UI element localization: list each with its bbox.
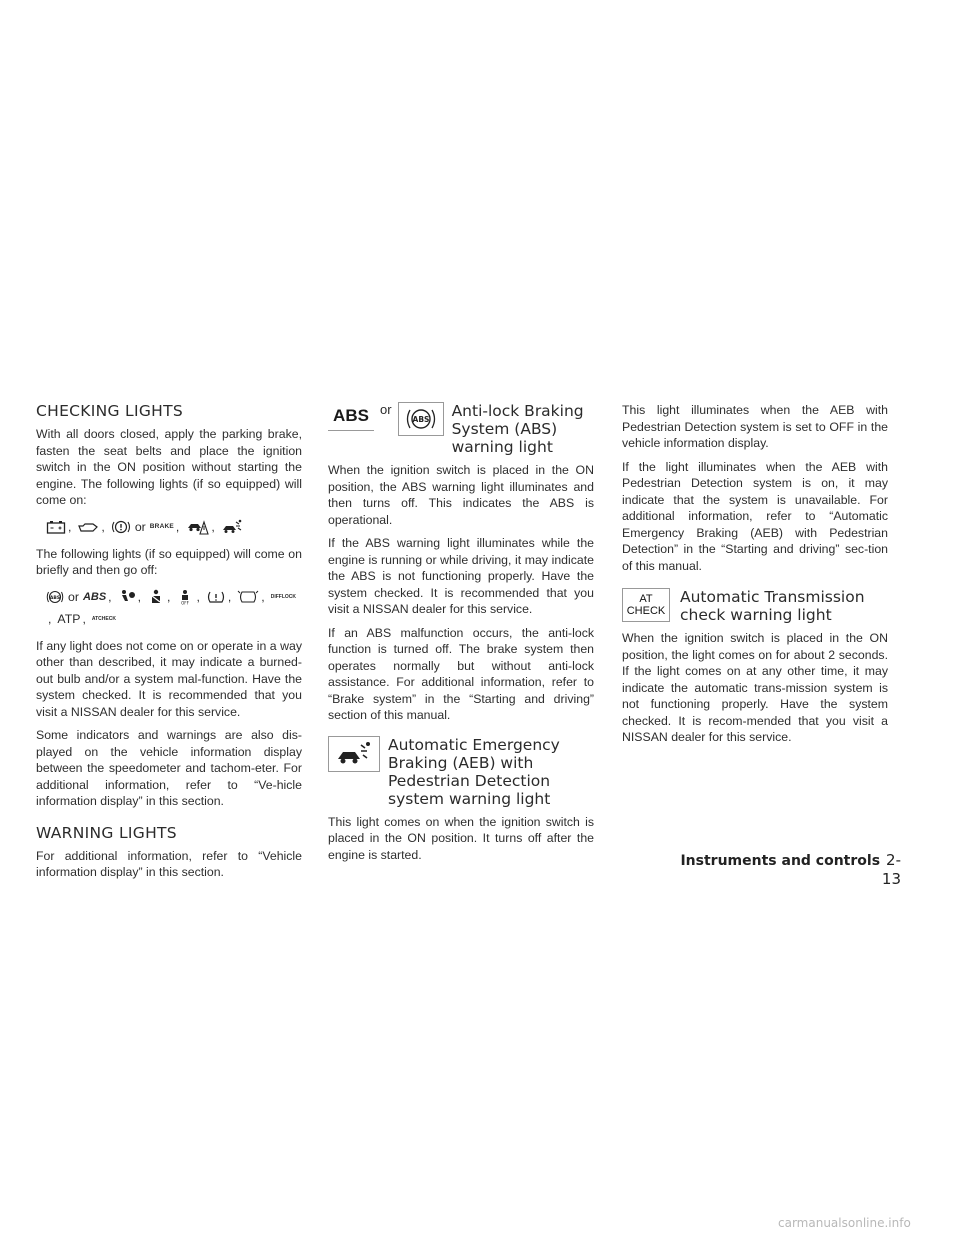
svg-text:ABS: ABS	[49, 595, 61, 601]
passenger-airbag-off-icon	[176, 588, 194, 606]
at-check-section-header	[622, 588, 888, 624]
battery-icon	[46, 518, 66, 536]
checking-lights-malfunction: If any light does not come on or operate in a way other than described, it may indicate a burned-out bulb and/or a system mal-function. Have the system checked. It is recommended that you visit a NISSAN dealer for this service.	[36, 638, 302, 719]
brake-warning-icon	[111, 518, 131, 536]
svg-text:OFF: OFF	[181, 600, 190, 605]
master-warning-icon	[237, 588, 259, 606]
abs-section-header	[328, 402, 594, 456]
column-left	[36, 402, 302, 888]
checking-lights-intro: With all doors closed, apply the parking brake, fasten the seat belts and place the ignition switch in the ON position without starting the engine. The following lights (if so equipped) will come on:	[36, 427, 302, 507]
at-check-section-title: Automatic Transmission check warning light	[680, 588, 865, 624]
aeb-warning-icon	[328, 736, 380, 772]
abs-paragraph-3: If an ABS malfunction occurs, the anti-lock function is turned off. The brake system then operates normally but without anti-lock assistance. For additional information, refer to “Brake system” in the “Starting and driving” section of this manual.	[328, 625, 594, 722]
abs-circle-icon	[46, 588, 64, 606]
svg-text:ABS: ABS	[412, 414, 430, 424]
aeb-paragraph-2: This light illuminates when the AEB with Pedestrian Detection system is set to OFF in the vehicle information display.	[622, 403, 888, 450]
aeb-paragraph-1: This light comes on when the ignition switch is placed in the ON position. It turns off after the engine is started.	[328, 814, 594, 862]
watermark: carmanualsonline.info	[778, 1216, 911, 1230]
lane-departure-icon	[185, 518, 209, 536]
abs-paragraph-1: When the ignition switch is placed in the ON position, the ABS warning light illuminates and then turns off. This indicates the ABS is operational.	[328, 463, 594, 527]
abs-section-title: Anti-lock Braking System (ABS) warning light	[451, 402, 584, 456]
abs-text-icon: ABS	[328, 402, 374, 431]
aeb-icon	[221, 518, 243, 536]
aeb-section-header	[328, 736, 594, 808]
diff-lock-icon: DIFF LOCK	[270, 593, 296, 600]
at-check-icon: AT CHECK	[91, 615, 116, 622]
column-middle	[328, 402, 594, 870]
or-text: or	[134, 519, 146, 534]
checking-lights-heading: CHECKING LIGHTS	[36, 402, 184, 420]
checking-lights-display: Some indicators and warnings are also dis-played on the vehicle information display between the speedometer and tachom-eter. For additional information, refer to “Ve-hicle information display” in this section.	[36, 728, 302, 808]
tire-pressure-icon	[206, 588, 226, 606]
aeb-paragraph-3: If the light illuminates when the AEB with Pedestrian Detection system is on, it may indicate that the system is unavailable. For additional information, refer to “Automatic Emergency Braking (AEB) with Pedestrian Detection” in the “Starting and driving” sec-tion of this manual.	[622, 459, 888, 573]
at-check-paragraph: When the ignition switch is placed in the ON position, the light comes on for about 2 seconds. If the light comes on at any other time, it may indicate the automatic trans-mission system is not functioning properly. Have the system checked. It is recom-mended that you visit a NISSAN dealer for this service.	[622, 631, 888, 744]
brake-label-icon: BRAKE	[149, 522, 174, 530]
oil-pressure-icon	[77, 518, 99, 536]
airbag-icon	[118, 588, 136, 606]
abs-paragraph-2: If the ABS warning light illuminates while the engine is running or while driving, it may indicate the ABS is not functioning properly. Have the system checked. It is recommended that you visit a NISSAN dealer for this service.	[328, 536, 594, 616]
page-number: 2-13	[881, 851, 901, 888]
at-check-warning-icon: AT CHECK	[622, 588, 670, 622]
atp-text: ATP	[57, 611, 81, 626]
checking-lights-brief: The following lights (if so equipped) will come on briefly and then go off:	[36, 546, 302, 577]
or-text-2: or	[68, 589, 79, 604]
warning-lights-heading: WARNING LIGHTS	[36, 823, 177, 842]
icons-row-brief: ABS or ABS , , , OFF , , , DIFF LOCK , ATP , AT CHECK	[36, 586, 302, 630]
icons-row-on: , , or BRAKE , ,	[36, 516, 302, 538]
footer-section-title: Instruments and controls	[680, 853, 881, 869]
column-right	[622, 402, 888, 753]
aeb-section-title: Automatic Emergency Braking (AEB) with Pedestrian Detection system warning light	[388, 735, 560, 808]
seat-belt-icon	[147, 588, 165, 606]
warning-lights-text: For additional information, refer to “Vehicle information display” in this section.	[36, 848, 302, 879]
abs-label-icon: ABS	[82, 590, 107, 603]
or-text-3: or	[380, 402, 392, 417]
abs-circle-warning-icon	[398, 402, 444, 436]
page-footer	[671, 851, 901, 889]
